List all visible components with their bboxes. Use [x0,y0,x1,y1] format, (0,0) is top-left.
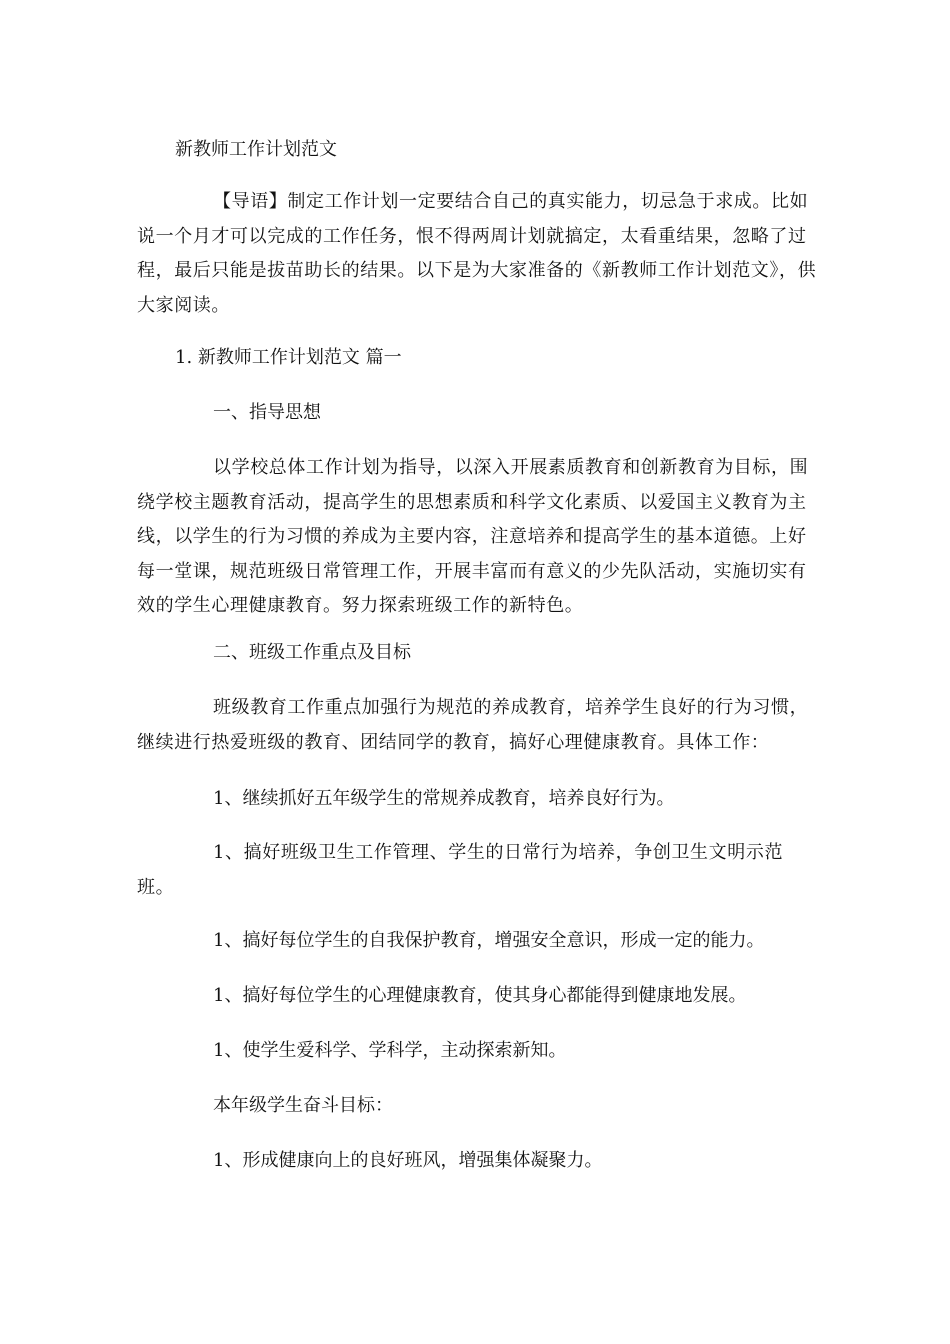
goals-heading: 本年级学生奋斗目标： [213,1095,393,1116]
document-title: 新教师工作计划范文 [175,139,337,160]
part2-heading: 二、班级工作重点及目标 [213,642,411,663]
task-item: 1、搞好每位学生的心理健康教育，使其身心都能得到健康地发展。 [213,985,747,1006]
part2-body: 班级教育工作重点加强行为规范的养成教育，培养学生良好的行为习惯，继续进行热爱班级的教育、团结同学的教育，搞好心理健康教育。具体工作： [137,697,809,753]
task-item: 1、继续抓好五年级学生的常规养成教育，培养良好行为。 [213,788,675,809]
part1-heading: 一、指导思想 [213,402,321,423]
intro-paragraph: 【导语】制定工作计划一定要结合自己的真实能力，切忌急于求成。比如说一个月才可以完成的工作任务，恨不得两周计划就搞定，太看重结果，忽略了过程，最后只能是拔苗助长的结果。以下是为大家准备的《新教师工作计划范文》，供大家阅读。 [137,191,817,316]
section-heading: 1. 新教师工作计划范文 篇一 [175,347,402,368]
task-item: 1、使学生爱科学、学科学，主动探索新知。 [213,1040,567,1061]
task-item: 1、搞好班级卫生工作管理、学生的日常行为培养，争创卫生文明示范班。 [137,842,784,898]
goal-item: 1、形成健康向上的良好班风，增强集体凝聚力。 [213,1150,603,1171]
task-item: 1、搞好每位学生的自我保护教育，增强安全意识，形成一定的能力。 [213,930,765,951]
part1-body: 以学校总体工作计划为指导，以深入开展素质教育和创新教育为目标，围绕学校主题教育活动，提高学生的思想素质和科学文化素质、以爱国主义教育为主线，以学生的行为习惯的养成为主要内容，注意培养和提高学生的基本道德。上好每一堂课，规范班级日常管理工作，开展丰富而有意义的少先队活动，实施切实有效的学生心理健康教育。努力探索班级工作的新特色。 [137,457,809,616]
